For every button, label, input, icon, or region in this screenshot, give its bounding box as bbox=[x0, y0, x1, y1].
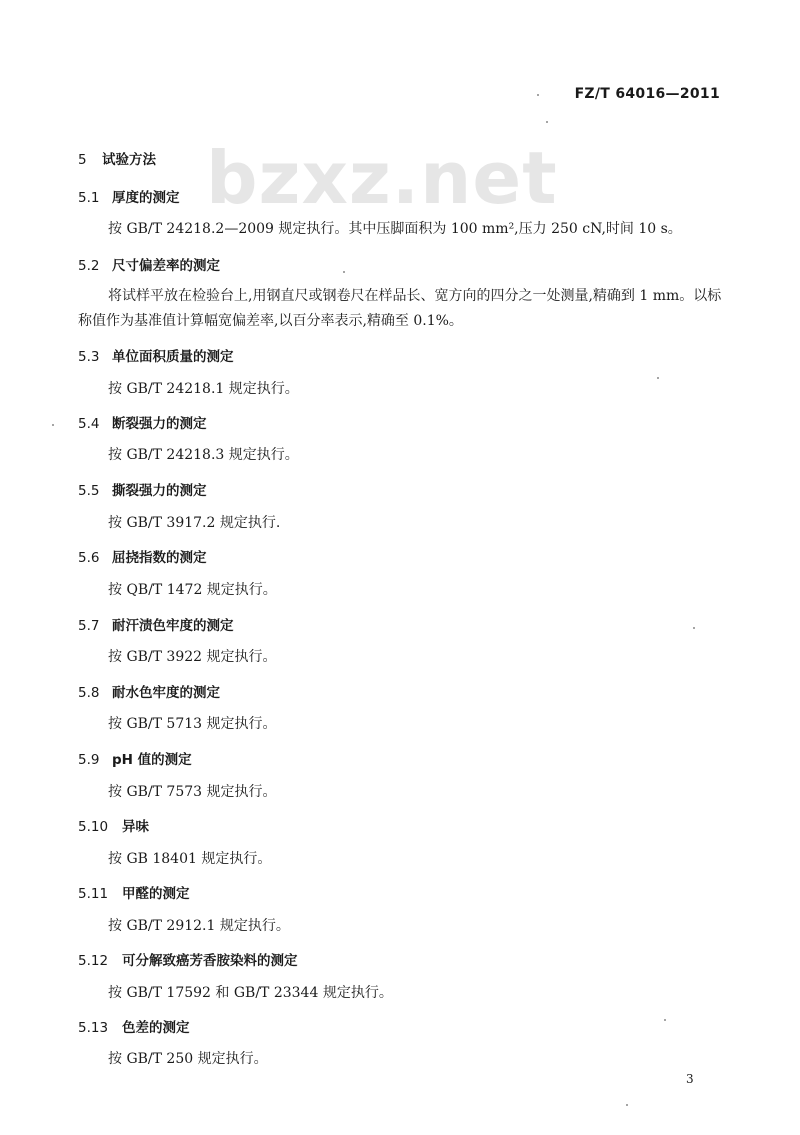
item-heading bbox=[78, 412, 207, 432]
item-number: 5.2 bbox=[78, 258, 100, 274]
item-heading bbox=[78, 254, 220, 274]
item-body: 按 GB/T 5713 规定执行。 bbox=[108, 716, 277, 732]
item-body: 按 GB/T 24218.3 规定执行。 bbox=[108, 447, 299, 463]
item-heading bbox=[78, 614, 234, 634]
item-title: pH 值的测定 bbox=[112, 752, 192, 768]
item-title: 耐汗渍色牢度的测定 bbox=[112, 618, 234, 634]
item-title: 可分解致癌芳香胺染料的测定 bbox=[122, 953, 298, 969]
item-number: 5.1 bbox=[78, 190, 100, 206]
item-title: 厚度的测定 bbox=[112, 190, 180, 206]
item-title: 屈挠指数的测定 bbox=[112, 550, 207, 566]
item-heading bbox=[78, 345, 234, 365]
item-number: 5.8 bbox=[78, 685, 100, 701]
item-body: 按 GB/T 3922 规定执行。 bbox=[108, 649, 277, 665]
item-title: 异味 bbox=[122, 819, 149, 835]
section-number: 5 bbox=[78, 152, 87, 168]
item-heading bbox=[78, 882, 190, 902]
item-heading bbox=[78, 681, 220, 701]
item-number: 5.10 bbox=[78, 819, 109, 835]
item-number: 5.13 bbox=[78, 1020, 109, 1036]
item-heading bbox=[78, 479, 207, 499]
scan-speck bbox=[537, 94, 539, 96]
item-body: 按 GB 18401 规定执行。 bbox=[108, 851, 272, 867]
item-number: 5.12 bbox=[78, 953, 109, 969]
section-heading bbox=[78, 148, 156, 168]
item-number: 5.5 bbox=[78, 483, 100, 499]
item-number: 5.7 bbox=[78, 618, 100, 634]
item-number: 5.6 bbox=[78, 550, 100, 566]
item-title: 色差的测定 bbox=[122, 1020, 190, 1036]
item-body: 按 GB/T 24218.1 规定执行。 bbox=[108, 381, 299, 397]
scan-speck bbox=[664, 1019, 666, 1021]
item-number: 5.11 bbox=[78, 886, 109, 902]
section-title: 试验方法 bbox=[102, 152, 156, 168]
item-body: 按 GB/T 3917.2 规定执行. bbox=[108, 515, 281, 531]
item-body: 按 GB/T 17592 和 GB/T 23344 规定执行。 bbox=[108, 985, 393, 1001]
standard-code: FZ/T 64016—2011 bbox=[574, 86, 720, 102]
item-body: 按 GB/T 250 规定执行。 bbox=[108, 1051, 268, 1067]
scan-speck bbox=[52, 424, 54, 426]
item-title: 甲醛的测定 bbox=[122, 886, 190, 902]
item-title: 单位面积质量的测定 bbox=[112, 349, 234, 365]
watermark: bzxz.net bbox=[206, 136, 558, 220]
item-number: 5.4 bbox=[78, 416, 100, 432]
item-body: 按 GB/T 24218.2—2009 规定执行。其中压脚面积为 100 mm²,压力 250 cN,时间 10 s。 bbox=[108, 221, 682, 237]
scan-speck bbox=[626, 1104, 628, 1106]
scan-speck bbox=[693, 627, 695, 629]
item-title: 耐水色牢度的测定 bbox=[112, 685, 220, 701]
item-body: 按 GB/T 2912.1 规定执行。 bbox=[108, 918, 290, 934]
item-body: 将试样平放在检验台上,用钢直尺或钢卷尺在样品长、宽方向的四分之一处测量,精确到 1 mm。以标称值作为基准值计算幅宽偏差率,以百分率表示,精确至 0.1%。 bbox=[78, 288, 722, 329]
scan-speck bbox=[343, 271, 345, 273]
item-title: 撕裂强力的测定 bbox=[112, 483, 207, 499]
item-heading bbox=[78, 546, 207, 566]
scan-speck bbox=[546, 121, 548, 123]
item-title: 断裂强力的测定 bbox=[112, 416, 207, 432]
item-heading bbox=[78, 748, 192, 768]
item-title: 尺寸偏差率的测定 bbox=[112, 258, 220, 274]
scan-speck bbox=[657, 377, 659, 379]
item-heading bbox=[78, 949, 298, 969]
item-heading bbox=[78, 1016, 190, 1036]
item-heading bbox=[78, 815, 149, 835]
item-body: 按 GB/T 7573 规定执行。 bbox=[108, 784, 277, 800]
item-number: 5.9 bbox=[78, 752, 100, 768]
page-number: 3 bbox=[686, 1072, 694, 1086]
item-number: 5.3 bbox=[78, 349, 100, 365]
item-heading bbox=[78, 186, 180, 206]
item-body: 按 QB/T 1472 规定执行。 bbox=[108, 582, 277, 598]
